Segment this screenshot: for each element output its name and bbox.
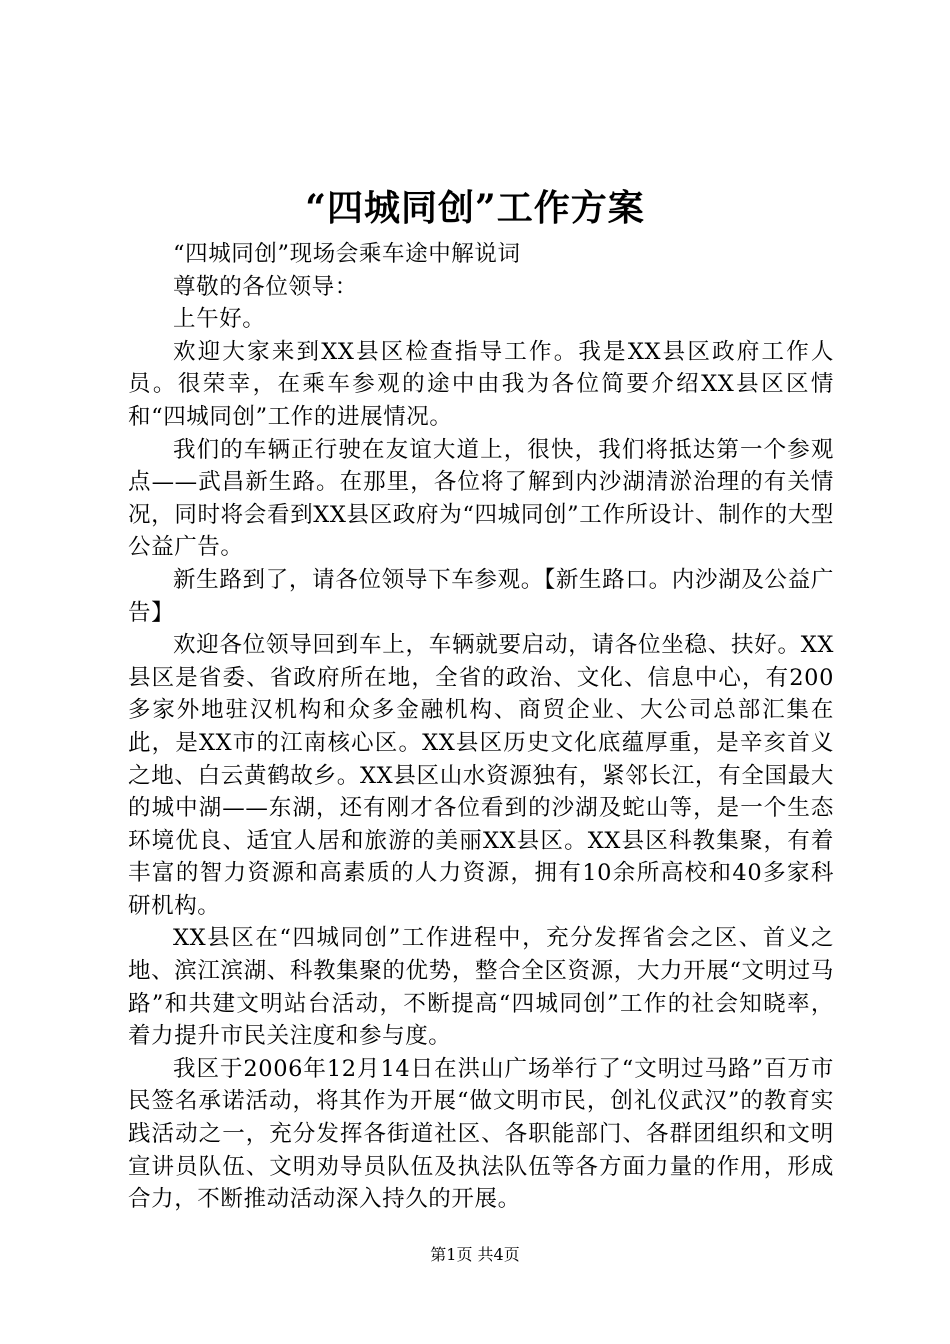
paragraph-salutation: 尊敬的各位领导： [173, 273, 358, 300]
paragraph: XX县区在“四城同创”工作进程中，充分发挥省会之区、首义之地、滨江滨湖、科教集聚的优势，整合全区资源，大力开展“文明过马路”和共建文明站台活动，不断提高“四城同创”工作的社会知晓率，着力提升市民关注度和参与度。 [128, 925, 834, 1050]
paragraph-greeting: 上午好。 [173, 306, 266, 333]
page-number-footer: 第1页 共4页 [430, 1245, 520, 1264]
paragraph-subtitle: “四城同创”现场会乘车途中解说词 [173, 241, 521, 267]
paragraph: 我区于2006年12月14日在洪山广场举行了“文明过马路”百万市民签名承诺活动，将其作为开展“做文明市民，创礼仪武汉”的教育实践活动之一，充分发挥各街道社区、各职能部门、各群团组织和文明宣讲员队伍、文明劝导员队伍及执法队伍等各方面力量的作用，形成合力，不断推动活动深入持久的开展。 [128, 1055, 834, 1213]
document-title: “四城同创”工作方案 [305, 187, 645, 229]
paragraph: 我们的车辆正行驶在友谊大道上，很快，我们将抵达第一个参观点——武昌新生路。在那里，各位将了解到内沙湖清淤治理的有关情况，同时将会看到XX县区政府为“四城同创”工作所设计、制作的大型公益广告。 [128, 436, 834, 561]
paragraph: 新生路到了，请各位领导下车参观。【新生路口。内沙湖及公益广告】 [128, 566, 834, 626]
paragraph: 欢迎各位领导回到车上，车辆就要启动，请各位坐稳、扶好。XX县区是省委、省政府所在地，全省的政治、文化、信息中心，有200多家外地驻汉机构和众多金融机构、商贸企业、大公司总部汇集在此，是XX市的江南核心区。XX县区历史文化底蕴厚重，是辛亥首义之地、白云黄鹤故乡。XX县区山水资源独有，紧邻长江，有全国最大的城中湖——东湖，还有刚才各位看到的沙湖及蛇山等，是一个生态环境优良、适宜人居和旅游的美丽XX县区。XX县区科教集聚，有着丰富的智力资源和高素质的人力资源，拥有10余所高校和40多家科研机构。 [128, 632, 834, 919]
document-body [128, 238, 834, 1216]
paragraph: 欢迎大家来到XX县区检查指导工作。我是XX县区政府工作人员。很荣幸，在乘车参观的途中由我为各位简要介绍XX县区区情和“四城同创”工作的进展情况。 [128, 338, 834, 430]
